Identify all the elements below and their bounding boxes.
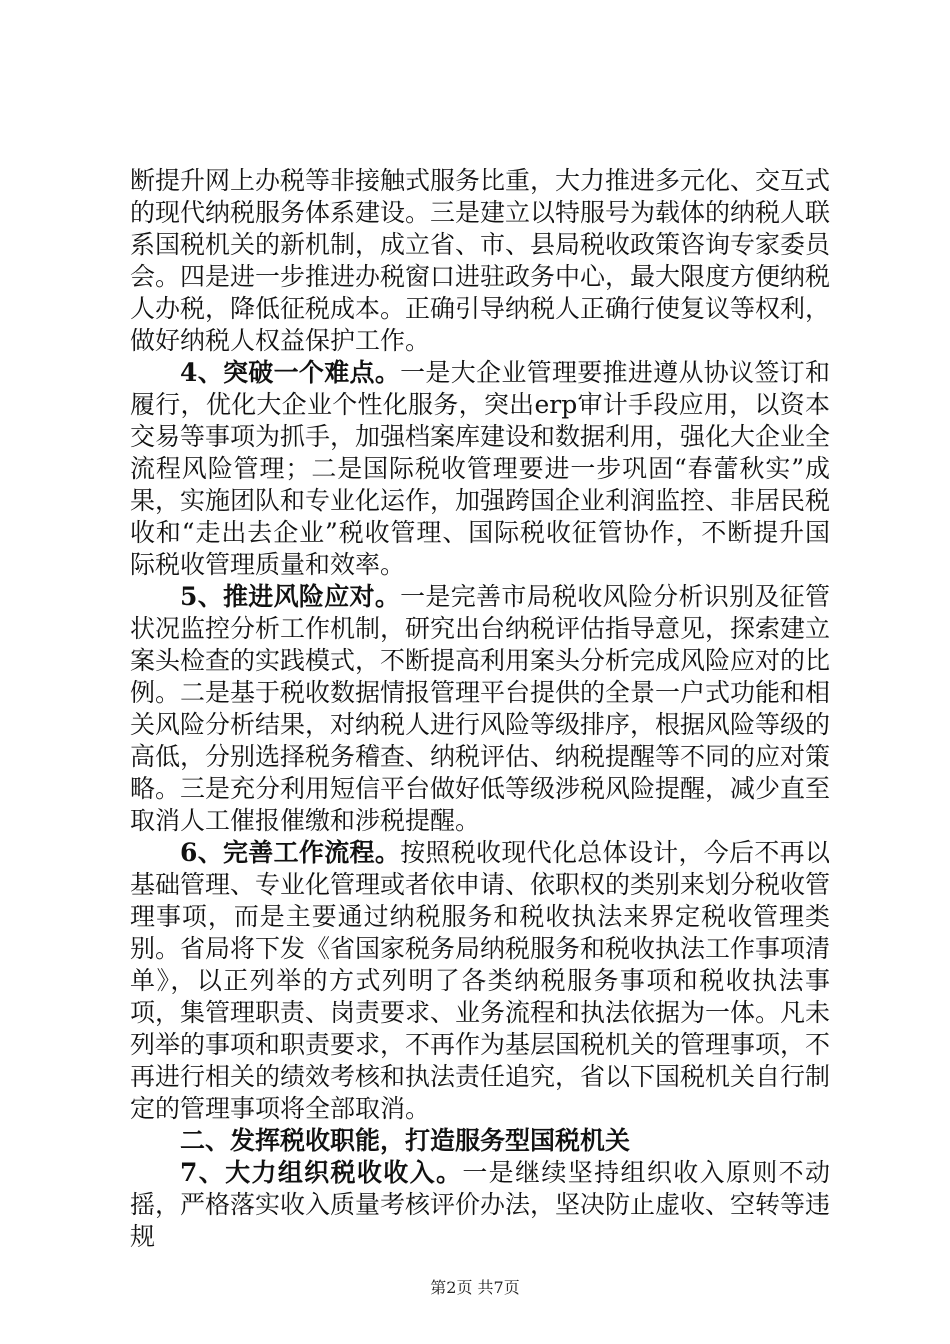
paragraph-heading: 5、推进风险应对。 — [180, 582, 401, 611]
paragraph-heading: 4、突破一个难点。 — [180, 358, 401, 387]
paragraph-text: 一是继续坚持组织收入原则不动摇，严格落实收入质量考核评价办法，坚决防止虚收、空转等违规 — [130, 1158, 831, 1251]
paragraph-text: 按照税收现代化总体设计，今后不再以基础管理、专业化管理或者依申请、依职权的类别来划分税收管理事项，而是主要通过纳税服务和税收执法来界定税收管理类别。省局将下发《省国家税务局纳税服务和税收执法工作事项清单》，以正列举的方式列明了各类纳税服务事项和税收执法事项，集管理职责、岗责要求、业务流程和执法依据为一体。凡未列举的事项和职责要求，不再作为基层国税机关的管理事项，不再进行相关的绩效考核和执法责任追究，省以下国税机关自行制定的管理事项将全部取消。 — [130, 838, 831, 1123]
paragraph-text: 断提升网上办税等非接触式服务比重，大力推进多元化、交互式的现代纳税服务体系建设。三是建立以特服号为载体的纳税人联系国税机关的新机制，成立省、市、县局税收政策咨询专家委员会。四是进一步推进办税窗口进驻政务中心，最大限度方便纳税人办税，降低征税成本。正确引导纳税人正确行使复议等权利，做好纳税人权益保护工作。 — [130, 166, 831, 355]
paragraph-item-4 — [130, 357, 830, 581]
paragraph-item-7 — [130, 1157, 830, 1253]
paragraph-text: 一是完善市局税收风险分析识别及征管状况监控分析工作机制，研究出台纳税评估指导意见，探索建立案头检查的实践模式，不断提高利用案头分析完成风险应对的比例。二是基于税收数据情报管理平台提供的全景一户式功能和相关风险分析结果，对纳税人进行风险等级排序，根据风险等级的高低，分别选择税务稽查、纳税评估、纳税提醒等不同的应对策略。三是充分利用短信平台做好低等级涉税风险提醒，减少直至取消人工催报催缴和涉税提醒。 — [130, 582, 831, 835]
paragraph-text: 一是大企业管理要推进遵从协议签订和履行，优化大企业个性化服务，突出erp审计手段应用，以资本交易等事项为抓手，加强档案库建设和数据利用，强化大企业全流程风险管理；二是国际税收管理要进一步巩固“春蕾秋实”成果，实施团队和专业化运作，加强跨国企业利润监控、非居民税收和“走出去企业”税收管理、国际税收征管协作，不断提升国际税收管理质量和效率。 — [130, 358, 831, 579]
paragraph-heading: 7、大力组织税收收入。 — [180, 1158, 463, 1187]
page-number-footer: 第2页 共7页 — [430, 1278, 520, 1297]
paragraph-heading: 6、完善工作流程。 — [180, 838, 401, 867]
paragraph-item-5 — [130, 581, 830, 837]
paragraph-item-6 — [130, 837, 830, 1125]
paragraph-continuation — [130, 165, 830, 357]
section-heading — [130, 1125, 830, 1157]
section-title: 二、发挥税收职能，打造服务型国税机关 — [180, 1126, 631, 1155]
document-body — [130, 165, 830, 1253]
